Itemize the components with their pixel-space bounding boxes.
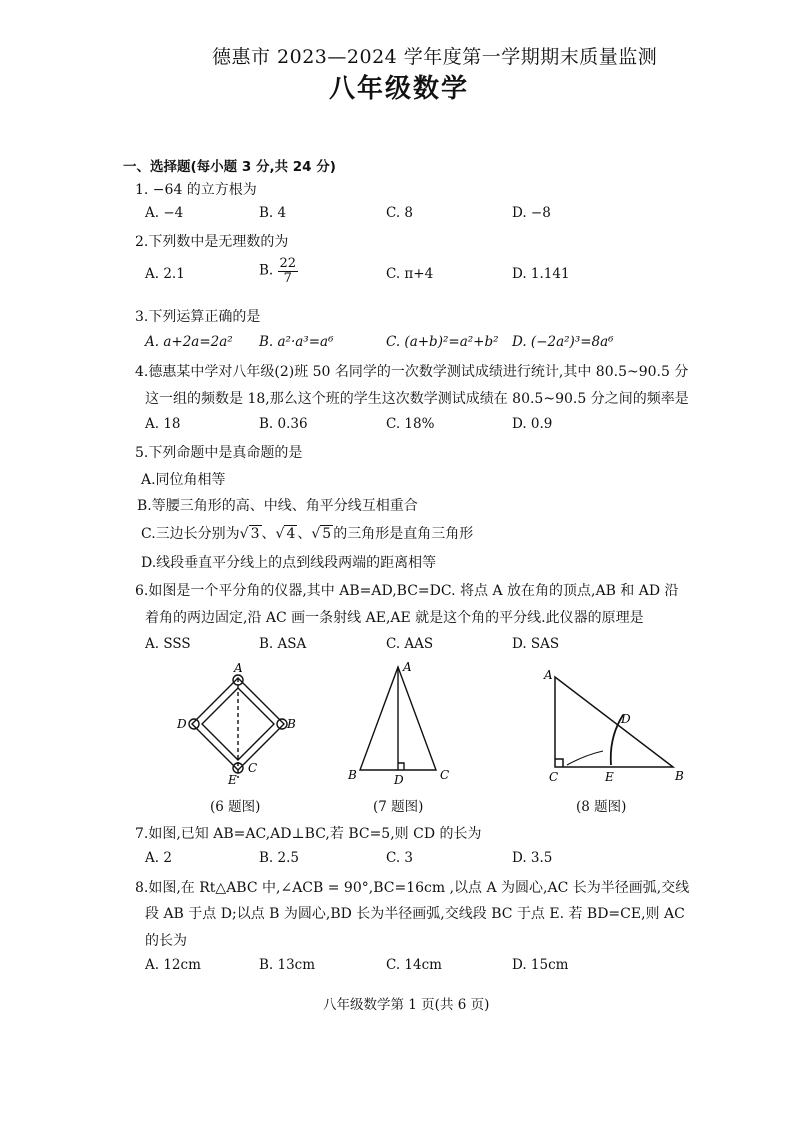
q7-option-d: D. 3.5 (512, 850, 553, 866)
fig6-pivot-b (277, 719, 287, 729)
q2-option-a: A. 2.1 (145, 266, 185, 282)
question-3: 3.下列运算正确的是 (135, 309, 261, 325)
q2-fraction-denominator: 7 (283, 270, 292, 286)
radicand-1: 3 (250, 526, 260, 542)
q6-option-d: D. SAS (512, 636, 560, 652)
exam-title: 德惠市 2023—2024 学年度第一学期期末质量监测 (212, 46, 658, 68)
fig8-arc-from-a (567, 751, 603, 765)
q7-option-c: C. 3 (386, 850, 414, 866)
q5-option-c-prefix: C.三边长分别为 (141, 526, 240, 542)
q7-option-a: A. 2 (145, 850, 172, 866)
question-6-line-2: 着角的两边固定,沿 AC 画一条射线 AE,AE 就是这个角的平分线.此仪器的原理是 (145, 610, 644, 626)
q3-option-b: B. a²·a³=a⁶ (259, 334, 334, 350)
figure-7 (340, 655, 460, 790)
question-7: 7.如图,已知 AB=AC,AD⊥BC,若 BC=5,则 CD 的长为 (135, 826, 482, 842)
fig8-label-d: D (621, 712, 631, 726)
fig8-label-c: C (549, 770, 559, 784)
q3-option-d: D. (−2a²)³=8a⁶ (512, 334, 614, 350)
q8-option-b: B. 13cm (259, 957, 316, 973)
q6-option-c: C. AAS (386, 636, 434, 652)
fig7-label-c: C (440, 768, 450, 782)
fig6-label-a: A (234, 661, 243, 675)
section-heading: 一、选择题(每小题 3 分,共 24 分) (123, 159, 336, 175)
question-1: 1. −64 的立方根为 (135, 182, 257, 198)
page-footer: 八年级数学第 1 页(共 6 页) (323, 997, 490, 1013)
fig6-label-b: B (287, 717, 296, 731)
question-4-line-2: 这一组的频数是 18,那么这个班的学生这次数学测试成绩在 80.5~90.5 分之间的频率是 (145, 391, 689, 407)
figure-6 (170, 660, 300, 790)
q5-option-b: B.等腰三角形的高、中线、角平分线互相重合 (137, 498, 418, 514)
fig6-label-c: C (248, 761, 258, 775)
q4-option-c: C. 18% (386, 416, 435, 432)
sqrt-symbol: √ (311, 526, 321, 542)
q2-option-d: D. 1.141 (512, 266, 570, 282)
q5-option-c-suffix: 的三角形是直角三角形 (333, 526, 474, 542)
q1-option-b: B. 4 (259, 205, 287, 221)
q2-fraction (278, 257, 299, 285)
q5-option-d: D.线段垂直平分线上的点到线段两端的距离相等 (141, 555, 437, 571)
q6-option-b: B. ASA (259, 636, 307, 652)
q4-option-a: A. 18 (145, 416, 181, 432)
q3-option-c: C. (a+b)²=a²+b² (386, 334, 499, 350)
separator-1: 、 (261, 526, 276, 542)
q2-option-b-letter: B. (259, 262, 274, 279)
q4-option-b: B. 0.36 (259, 416, 308, 432)
q2-fraction-numerator: 22 (279, 256, 297, 271)
q2-option-b (259, 257, 298, 285)
fig8-label-a: A (544, 668, 553, 682)
figure-8-caption: (8 题图) (576, 799, 627, 815)
q2-option-c: C. π+4 (386, 266, 434, 282)
q5-option-c (141, 523, 473, 543)
q8-option-a: A. 12cm (145, 957, 201, 973)
fig8-right-angle-mark (555, 759, 563, 767)
figure-8 (535, 665, 695, 793)
sqrt-symbol: √ (275, 526, 285, 542)
sqrt-symbol: √ (239, 526, 249, 542)
question-2: 2.下列数中是无理数的为 (135, 234, 289, 250)
question-4-line-1: 4.德惠某中学对八年级(2)班 50 名同学的一次数学测试成绩进行统计,其中 80.5~90.5 分 (135, 364, 689, 380)
fig7-label-b: B (348, 768, 357, 782)
q8-option-c: C. 14cm (386, 957, 442, 973)
q7-option-b: B. 2.5 (259, 850, 299, 866)
fig6-label-d: D (177, 717, 187, 731)
question-8-line-3: 的长为 (145, 933, 187, 949)
q6-option-a: A. SSS (145, 636, 191, 652)
fig8-label-b: B (675, 769, 684, 783)
question-8-line-2: 段 AB 于点 D;以点 B 为圆心,BD 长为半径画弧,交线段 BC 于点 E. 若 BD=CE,则 AC (145, 906, 685, 922)
q1-option-c: C. 8 (386, 205, 414, 221)
q4-option-d: D. 0.9 (512, 416, 553, 432)
q5-option-a: A.同位角相等 (141, 472, 226, 488)
q1-option-a: A. −4 (145, 205, 184, 221)
radicand-2: 4 (286, 526, 296, 542)
fig8-label-e: E (605, 770, 614, 784)
q3-option-a: A. a+2a=2a² (145, 334, 233, 350)
fig7-right-angle-mark (398, 763, 404, 770)
q1-option-d: D. −8 (512, 205, 551, 221)
figure-6-caption: (6 题图) (210, 799, 261, 815)
separator-2: 、 (297, 526, 312, 542)
figure-7-caption: (7 题图) (373, 799, 424, 815)
fig7-label-d: D (394, 773, 404, 787)
question-8-line-1: 8.如图,在 Rt△ABC 中,∠ACB = 90°,BC=16cm ,以点 A 为圆心,AC 长为半径画弧,交线 (135, 880, 690, 896)
q8-option-d: D. 15cm (512, 957, 569, 973)
fig6-pivot-d (189, 719, 199, 729)
question-6-line-1: 6.如图是一个平分角的仪器,其中 AB=AD,BC=DC. 将点 A 放在角的顶点,AB 和 AD 沿 (135, 583, 679, 599)
fig7-label-a: A (403, 660, 412, 674)
question-5: 5.下列命题中是真命题的是 (135, 445, 303, 461)
fig8-right-triangle (555, 677, 673, 767)
fig6-label-e: E (228, 773, 237, 787)
radicand-3: 5 (322, 526, 332, 542)
subject-title: 八年级数学 (329, 74, 470, 104)
